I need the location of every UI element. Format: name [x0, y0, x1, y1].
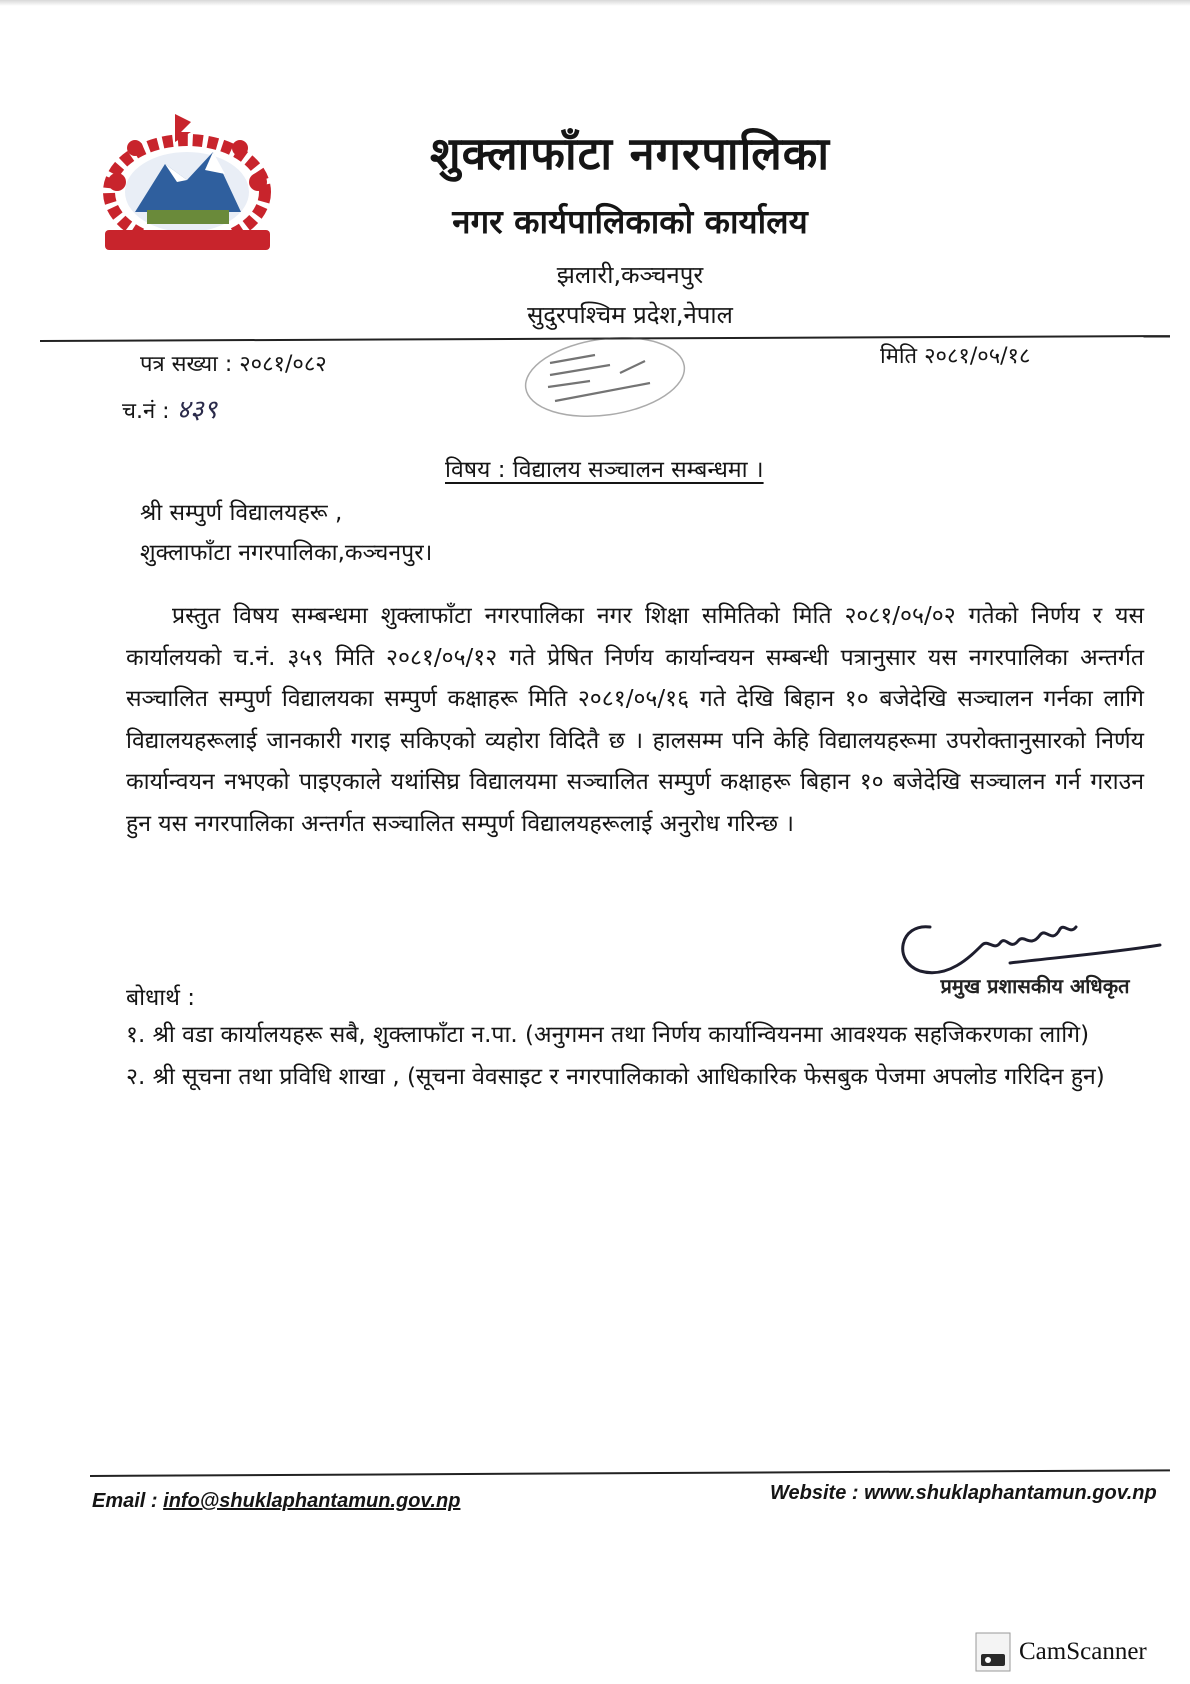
footer-divider — [90, 1469, 1170, 1477]
camscanner-text: CamScanner — [1019, 1638, 1147, 1665]
letter-subject: विषय : विद्यालय सञ्चालन सम्बन्धमा । — [445, 457, 764, 483]
email-label: Email : — [92, 1490, 158, 1512]
address-line-1: झलारी,कञ्चनपुर — [556, 261, 704, 289]
nepal-emblem-icon — [95, 112, 280, 262]
office-subtitle: नगर कार्यपालिकाको कार्यालय — [452, 202, 808, 241]
office-stamp-icon — [520, 335, 690, 420]
website-label: Website : — [770, 1482, 859, 1504]
address-line-2: सुदुरपश्चिम प्रदेश,नेपाल — [527, 301, 733, 329]
letter-number: पत्र सख्या : २०८१/०८२ — [140, 352, 327, 377]
dispatch-label: च.नं : — [122, 399, 170, 424]
signature-block — [890, 905, 1180, 1015]
dispatch-number — [122, 390, 217, 426]
recipient-line-1: श्री सम्पुर्ण विद्यालयहरू , — [140, 500, 343, 526]
letter-date: मिति २०८१/०५/१८ — [880, 344, 1031, 369]
cc-title: बोधार्थ : — [126, 985, 195, 1011]
cc-item: २. श्री सूचना तथा प्रविधि शाखा , (सूचना वेवसाइट र नगरपालिकाको आधिकारिक फेसबुक पेजमा अपलोड गरिदिन हुन) — [126, 1063, 1105, 1090]
website-link[interactable]: www.shuklaphantamun.gov.np — [864, 1482, 1157, 1504]
footer-email — [92, 1490, 460, 1513]
dispatch-value: ४३९ — [176, 395, 218, 425]
camscanner-logo-icon — [975, 1632, 1011, 1672]
office-name: शुक्लाफाँटा नगरपालिका — [430, 127, 830, 180]
footer-website — [770, 1482, 1157, 1505]
signatory-title: प्रमुख प्रशासकीय अधिकृत — [940, 974, 1130, 998]
recipient-line-2: शुक्लाफाँटा नगरपालिका,कञ्चनपुर। — [140, 540, 433, 566]
cc-item: १. श्री वडा कार्यालयहरू सबै, शुक्लाफाँटा न.पा. (अनुगमन तथा निर्णय कार्यान्वियनमा आवश्यक सहजिकरणका लागि) — [126, 1022, 1090, 1048]
scan-top-edge — [0, 0, 1190, 6]
cc-list — [126, 1015, 1144, 1098]
letter-body — [126, 596, 1144, 845]
camscanner-watermark — [975, 1630, 1147, 1674]
letter-body-text: प्रस्तुत विषय सम्बन्धमा शुक्लाफाँटा नगरपालिका नगर शिक्षा समितिको मिति २०८१/०५/०२ गतेको निर्णय र यस कार्यालयको च.नं. ३५९ मिति २०८१/०५/१२ गते प्रेषित निर्णय कार्यान्वयन सम्बन्धी पत्रानुसार यस नगरपालिका अन्तर्गत सञ्चालित सम्पुर्ण विद्यालयका सम्पुर्ण कक्षाहरू मिति २०८१/०५/१६ गते देखि बिहान १० बजेदेखि सञ्चालन गर्नका लागि विद्यालयहरूलाई जानकारी गराइ सकिएको व्यहोरा विदितै छ । हालसम्म पनि केहि विद्यालयहरूमा उपरोक्तानुसारको निर्णय कार्यान्वयन नभएको पाइएकाले यथांसिघ्र विद्यालयमा सञ्चालित सम्पुर्ण कक्षाहरू बिहान १० बजेदेखि सञ्चालन गर्न गराउन हुन यस नगरपालिका अन्तर्गत सञ्चालित सम्पुर्ण विद्यालयहरूलाई अनुरोध गरिन्छ । — [126, 603, 1144, 837]
email-link[interactable]: info@shuklaphantamun.gov.np — [163, 1490, 461, 1512]
